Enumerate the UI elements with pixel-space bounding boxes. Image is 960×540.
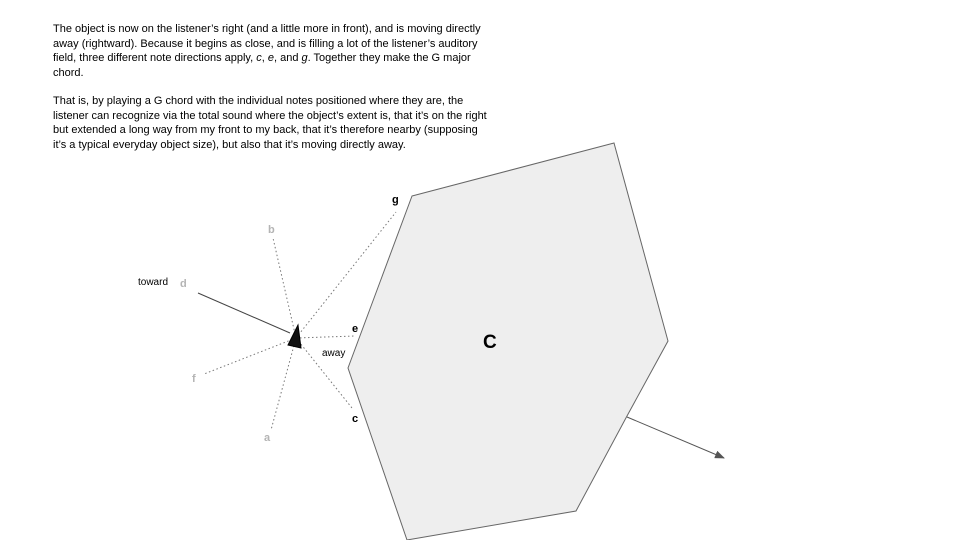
- note-label-d: d: [180, 278, 187, 290]
- direction-line-b: [273, 238, 296, 338]
- note-label-b: b: [268, 224, 275, 236]
- note-label-a: a: [264, 432, 271, 444]
- note-label-f: f: [192, 373, 196, 385]
- p1-sep-1: ,: [261, 52, 268, 64]
- motion-arrow: [627, 417, 724, 458]
- p1-text-b: . Together they make the G major chord.: [53, 52, 471, 79]
- away-label: away: [322, 348, 346, 359]
- p1-sep-2: , and: [273, 52, 302, 64]
- direction-line-e: [296, 336, 355, 338]
- listener-icon: [288, 325, 301, 348]
- toward-label: toward: [138, 277, 169, 288]
- note-label-e: e: [352, 323, 359, 335]
- object-label: C: [483, 332, 497, 353]
- p1-text-a: The object is now on the listener’s right (and a little more in front), and is moving directly away (rightward). Because it begins as close, and is filling a lot of the listener’s auditory field, three different note directions apply,: [53, 23, 481, 64]
- p1-note-e: e: [267, 52, 274, 64]
- note-label-c: c: [352, 413, 359, 425]
- p1-note-c: c: [256, 52, 262, 64]
- paragraph-2: That is, by playing a G chord with the individual notes positioned where they are, the listener can recognize via the total sound where the object’s extent is, that it’s on the right but extended a long way from my front to my back, that it’s therefore nearby (supposing it’s a typical everyday object size), but also that it’s moving directly away.: [53, 95, 487, 151]
- note-label-g: g: [392, 194, 399, 206]
- direction-line-a: [271, 338, 296, 430]
- toward-line: [198, 293, 290, 333]
- direction-line-f: [204, 338, 296, 374]
- p1-note-g: g: [301, 52, 308, 64]
